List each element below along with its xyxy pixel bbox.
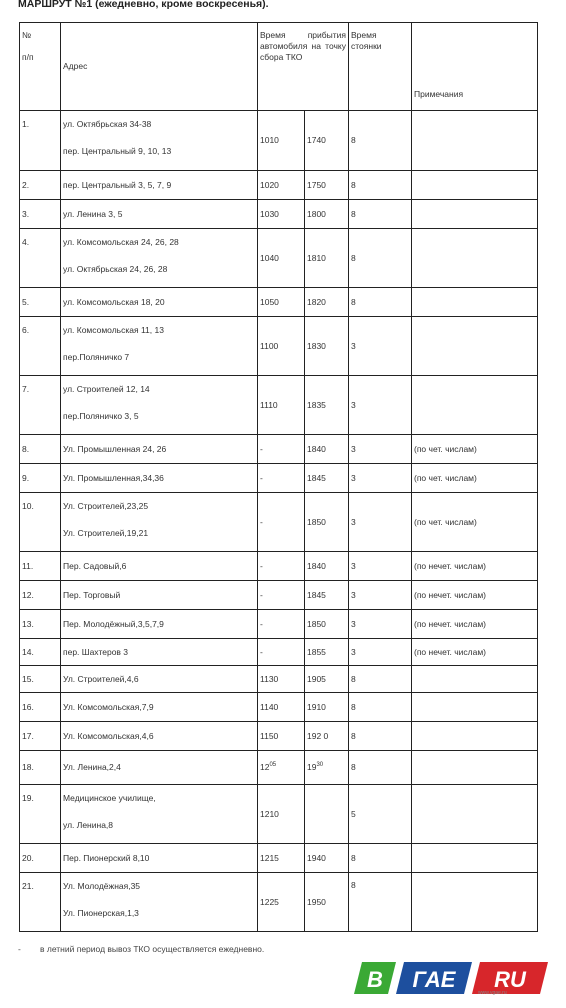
- row-time-morning: [258, 200, 305, 229]
- address-line: ул. Комсомольская 24, 26, 28: [63, 237, 179, 247]
- row-address: [61, 171, 258, 200]
- row-time-morning: [258, 873, 305, 932]
- row-number: 15.: [20, 666, 61, 693]
- row-number: 11.: [20, 552, 61, 581]
- site-logo: [348, 960, 558, 998]
- row-note: [412, 111, 538, 171]
- address-line: Ул. Пионерская,1,3: [63, 908, 139, 918]
- address-line: Медицинское училище,: [63, 793, 156, 803]
- row-stop: 8: [349, 873, 412, 932]
- time-morning-value: 1050: [260, 296, 279, 307]
- row-stop: 5: [349, 785, 412, 844]
- row-stop: 3: [349, 639, 412, 666]
- row-number: 9.: [20, 464, 61, 493]
- time-morning-value: 1150: [260, 730, 279, 741]
- address-line: Ул. Комсомольская,4,6: [63, 730, 154, 741]
- row-time-morning: [258, 785, 305, 844]
- row-time-evening: [305, 666, 349, 693]
- row-note: [412, 844, 538, 873]
- header-address: Адрес: [61, 23, 258, 111]
- time-morning-value: -: [260, 560, 263, 571]
- table-row: [20, 111, 538, 171]
- row-stop: 3: [349, 581, 412, 610]
- logo-letter-gae: ГАЕ: [412, 967, 456, 992]
- table-row: [20, 844, 538, 873]
- table-row: [20, 464, 538, 493]
- address-line: ул. Комсомольская 18, 20: [63, 296, 165, 307]
- header-num: № п/п: [20, 23, 61, 111]
- address-line: пер. Шахтеров 3: [63, 646, 129, 657]
- time-evening-value: 19: [307, 762, 317, 772]
- row-note: (по нечет. числам): [412, 552, 538, 581]
- time-evening-value: 1855: [307, 646, 326, 657]
- row-address: [61, 200, 258, 229]
- row-note: (по нечет. числам): [412, 581, 538, 610]
- footnote-text: в летний период вывоз ТКО осуществляется ежедневно.: [40, 944, 265, 954]
- time-evening-value: 192 0: [307, 730, 329, 741]
- address-line: ул. Октябрьская 34-38: [63, 119, 152, 129]
- row-address: [61, 581, 258, 610]
- address-line: ул. Октябрьская 24, 26, 28: [63, 264, 168, 274]
- row-time-evening: [305, 844, 349, 873]
- row-time-evening: [305, 785, 349, 844]
- row-address: [61, 435, 258, 464]
- row-address: [61, 464, 258, 493]
- row-address: [61, 722, 258, 751]
- row-time-evening: [305, 111, 349, 171]
- row-note: [412, 873, 538, 932]
- row-address: [61, 873, 258, 932]
- table-row: [20, 552, 538, 581]
- address-line: пер.Поляничко 3, 5: [63, 411, 139, 421]
- row-note: [412, 171, 538, 200]
- logo-url: www.vgae.ru: [478, 990, 507, 996]
- time-evening-value: 1840: [307, 560, 326, 571]
- row-number: 17.: [20, 722, 61, 751]
- address-line: Пер. Садовый,6: [63, 560, 127, 571]
- row-address: [61, 317, 258, 376]
- time-evening-value: 1940: [307, 852, 326, 863]
- row-number: 16.: [20, 693, 61, 722]
- time-morning-value: -: [260, 443, 263, 454]
- row-number: 12.: [20, 581, 61, 610]
- time-evening-value: 1835: [307, 399, 326, 410]
- table-row: [20, 200, 538, 229]
- address-line: Ул. Строителей,4,6: [63, 673, 139, 684]
- row-stop: 3: [349, 317, 412, 376]
- row-address: [61, 666, 258, 693]
- time-morning-value: 1010: [260, 135, 279, 145]
- row-time-morning: [258, 171, 305, 200]
- row-number: 6.: [20, 317, 61, 376]
- row-note: [412, 288, 538, 317]
- address-line: ул. Ленина,8: [63, 820, 114, 830]
- time-evening-value: 1800: [307, 208, 326, 219]
- table-header-row: [20, 23, 538, 111]
- footnote-dash: -: [18, 944, 21, 954]
- table-row: [20, 493, 538, 552]
- row-number: 21.: [20, 873, 61, 932]
- row-address: [61, 610, 258, 639]
- time-evening-value: 1830: [307, 340, 326, 351]
- time-morning-value: -: [260, 589, 263, 600]
- row-address: [61, 639, 258, 666]
- row-time-morning: [258, 493, 305, 552]
- row-stop: 8: [349, 200, 412, 229]
- time-morning-value: -: [260, 472, 263, 483]
- row-address: [61, 376, 258, 435]
- row-time-evening: [305, 376, 349, 435]
- time-evening-value: 1810: [307, 252, 326, 263]
- table-row: [20, 639, 538, 666]
- row-number: 1.: [20, 111, 61, 171]
- row-stop: 3: [349, 610, 412, 639]
- table-row: [20, 873, 538, 932]
- row-stop: 3: [349, 435, 412, 464]
- header-stop: Время стоянки: [349, 23, 412, 111]
- row-time-evening: [305, 435, 349, 464]
- time-evening-minutes: 30: [316, 762, 324, 769]
- row-time-evening: [305, 581, 349, 610]
- row-time-evening: [305, 639, 349, 666]
- table-row: [20, 785, 538, 844]
- time-evening-value: 1950: [307, 896, 326, 907]
- address-line: Пер. Молодёжный,3,5,7,9: [63, 618, 164, 629]
- route-table: [19, 22, 538, 932]
- row-note: (по нечет. числам): [412, 610, 538, 639]
- footnote: [18, 944, 264, 954]
- row-number: 13.: [20, 610, 61, 639]
- row-time-morning: [258, 666, 305, 693]
- row-time-morning: [258, 229, 305, 288]
- row-note: [412, 666, 538, 693]
- row-time-evening: [305, 288, 349, 317]
- table-row: [20, 751, 538, 785]
- address-line: пер.Поляничко 7: [63, 352, 130, 362]
- row-time-evening: [305, 693, 349, 722]
- time-morning-value: 1130: [260, 673, 279, 684]
- row-time-morning: [258, 581, 305, 610]
- row-time-morning: [258, 376, 305, 435]
- time-morning-value: 1215: [260, 852, 279, 863]
- table-row: [20, 610, 538, 639]
- address-line: Пер. Торговый: [63, 589, 121, 600]
- row-number: 20.: [20, 844, 61, 873]
- row-stop: 8: [349, 229, 412, 288]
- row-time-evening: [305, 751, 349, 785]
- address-line: Пер. Пионерский 8,10: [63, 852, 150, 863]
- row-stop: 3: [349, 493, 412, 552]
- row-time-morning: [258, 435, 305, 464]
- address-line: ул. Ленина 3, 5: [63, 208, 123, 219]
- row-time-evening: [305, 722, 349, 751]
- row-address: [61, 229, 258, 288]
- table-row: [20, 693, 538, 722]
- header-time: Время прибытия автомобиля на точку сбора ТКО: [258, 23, 349, 111]
- time-morning-value: 1110: [260, 399, 278, 410]
- row-time-evening: [305, 493, 349, 552]
- row-time-morning: [258, 317, 305, 376]
- row-number: 4.: [20, 229, 61, 288]
- row-address: [61, 693, 258, 722]
- row-note: [412, 229, 538, 288]
- row-note: (по нечет. числам): [412, 639, 538, 666]
- row-time-evening: [305, 464, 349, 493]
- time-morning-value: 1030: [260, 208, 279, 219]
- time-evening-value: 1845: [307, 589, 326, 600]
- row-note: (по чет. числам): [412, 493, 538, 552]
- address-line: Ул. Промышленная 24, 26: [63, 443, 167, 454]
- time-evening-value: 1850: [307, 516, 326, 527]
- row-number: 5.: [20, 288, 61, 317]
- logo-letter-v: В: [367, 967, 383, 992]
- row-address: [61, 785, 258, 844]
- row-time-morning: [258, 844, 305, 873]
- row-stop: 8: [349, 666, 412, 693]
- row-time-morning: [258, 722, 305, 751]
- row-stop: 3: [349, 464, 412, 493]
- row-stop: 8: [349, 693, 412, 722]
- header-notes: Примечания: [412, 23, 538, 111]
- row-time-evening: [305, 552, 349, 581]
- row-address: [61, 111, 258, 171]
- row-stop: 3: [349, 552, 412, 581]
- row-note: (по чет. числам): [412, 435, 538, 464]
- row-time-evening: [305, 171, 349, 200]
- time-morning-value: -: [260, 618, 263, 629]
- time-morning-value: 1040: [260, 252, 279, 263]
- row-note: [412, 751, 538, 785]
- row-time-evening: [305, 317, 349, 376]
- row-stop: 8: [349, 111, 412, 171]
- row-time-morning: [258, 639, 305, 666]
- row-address: [61, 288, 258, 317]
- address-line: Ул. Строителей,23,25: [63, 501, 149, 511]
- row-note: [412, 376, 538, 435]
- time-evening-value: 1740: [307, 135, 326, 145]
- time-morning-value: 1140: [260, 701, 279, 712]
- table-row: [20, 722, 538, 751]
- time-morning-value: 12: [260, 762, 270, 772]
- row-number: 8.: [20, 435, 61, 464]
- row-number: 19.: [20, 785, 61, 844]
- row-time-morning: [258, 288, 305, 317]
- address-line: ул. Комсомольская 11, 13: [63, 325, 164, 335]
- time-evening-value: 1820: [307, 296, 326, 307]
- row-address: [61, 552, 258, 581]
- address-line: Ул. Промышленная,34,36: [63, 472, 164, 483]
- row-address: [61, 844, 258, 873]
- time-evening-value: 1910: [307, 701, 326, 712]
- table-row: [20, 229, 538, 288]
- row-address: [61, 751, 258, 785]
- table-row: [20, 376, 538, 435]
- row-time-evening: [305, 873, 349, 932]
- row-time-morning: [258, 751, 305, 785]
- row-note: [412, 722, 538, 751]
- row-time-morning: [258, 552, 305, 581]
- table-row: [20, 288, 538, 317]
- table-row: [20, 317, 538, 376]
- time-evening-value: 1840: [307, 443, 326, 454]
- time-evening-value: 1905: [307, 673, 326, 684]
- row-note: [412, 693, 538, 722]
- row-stop: 3: [349, 376, 412, 435]
- row-stop: 8: [349, 722, 412, 751]
- time-morning-minutes: 05: [269, 762, 277, 769]
- time-morning-value: -: [260, 516, 263, 527]
- row-time-evening: [305, 610, 349, 639]
- row-time-evening: [305, 229, 349, 288]
- row-note: (по чет. числам): [412, 464, 538, 493]
- row-time-morning: [258, 610, 305, 639]
- row-address: [61, 493, 258, 552]
- time-evening-value: 1750: [307, 179, 326, 190]
- time-morning-value: 1020: [260, 179, 279, 190]
- table-row: [20, 581, 538, 610]
- address-line: пер. Центральный 9, 10, 13: [63, 146, 172, 156]
- time-evening-value: 1850: [307, 618, 326, 629]
- time-morning-value: -: [260, 646, 263, 657]
- row-number: 10.: [20, 493, 61, 552]
- row-stop: 8: [349, 751, 412, 785]
- time-morning-value: 1225: [260, 896, 279, 907]
- row-stop: 8: [349, 171, 412, 200]
- row-number: 3.: [20, 200, 61, 229]
- time-evening-value: 1845: [307, 472, 326, 483]
- row-time-evening: [305, 200, 349, 229]
- address-line: Ул. Строителей,19,21: [63, 528, 149, 538]
- row-time-morning: [258, 111, 305, 171]
- table-row: [20, 666, 538, 693]
- row-note: [412, 200, 538, 229]
- row-time-morning: [258, 693, 305, 722]
- row-number: 2.: [20, 171, 61, 200]
- row-stop: 8: [349, 844, 412, 873]
- page-heading: МАРШРУТ №1 (ежедневно, кроме воскресенья).: [18, 0, 269, 10]
- address-line: Ул. Молодёжная,35: [63, 881, 141, 891]
- row-time-morning: [258, 464, 305, 493]
- row-note: [412, 317, 538, 376]
- row-number: 14.: [20, 639, 61, 666]
- address-line: пер. Центральный 3, 5, 7, 9: [63, 179, 172, 190]
- table-row: [20, 435, 538, 464]
- time-morning-value: 1210: [260, 808, 279, 819]
- logo-letter-ru: RU: [494, 967, 526, 992]
- table-row: [20, 171, 538, 200]
- time-morning-value: 1100: [260, 340, 279, 351]
- address-line: ул. Строителей 12, 14: [63, 384, 150, 394]
- row-note: [412, 785, 538, 844]
- row-number: 7.: [20, 376, 61, 435]
- row-number: 18.: [20, 751, 61, 785]
- address-line: Ул. Комсомольская,7,9: [63, 701, 154, 712]
- address-line: Ул. Ленина,2,4: [63, 762, 121, 772]
- row-stop: 8: [349, 288, 412, 317]
